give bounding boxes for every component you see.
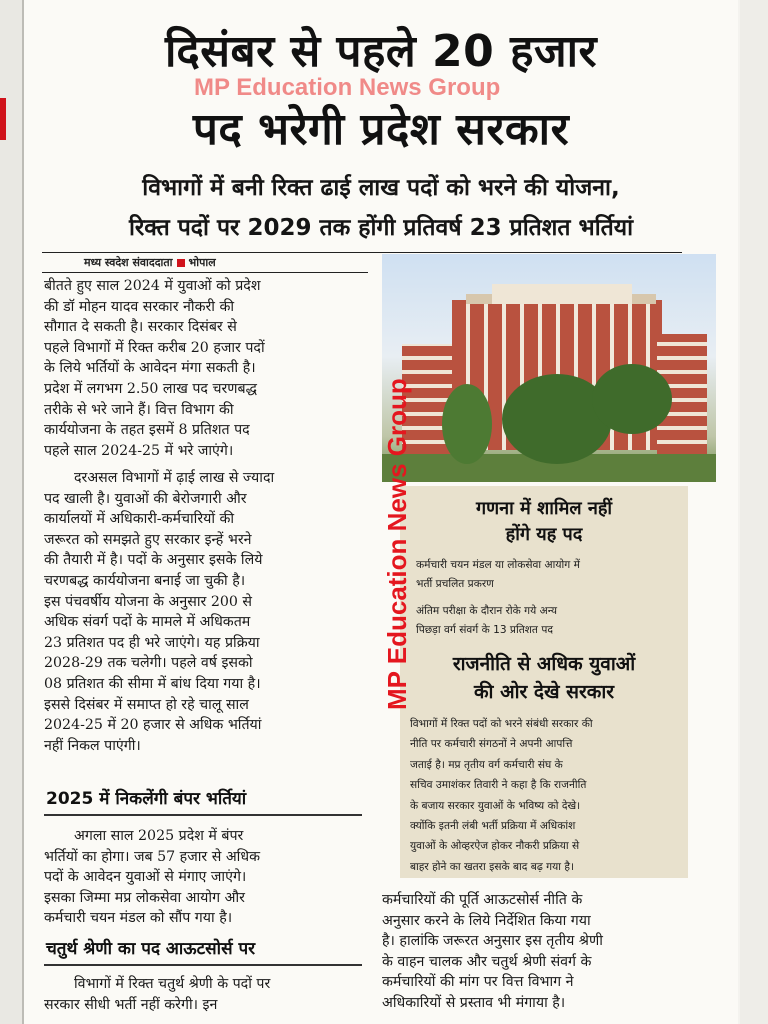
line: अगला साल 2025 प्रदेश में बंपर <box>74 828 244 844</box>
watermark-vertical: MP Education News Group <box>382 378 412 710</box>
line: 23 प्रतिशत पद ही भरे जाएंगे। यह प्रक्रिया <box>44 634 260 651</box>
box-title-2-line-1: राजनीति से अधिक युवाओं <box>452 653 636 675</box>
line: क्योंकि इतनी लंबी भर्ती प्रक्रिया में अधिकांश <box>410 820 576 833</box>
box-item-1 <box>416 556 678 594</box>
divider-rule <box>42 252 682 253</box>
line: पदों के आवेदन युवाओं से मंगाए जाएंगे। <box>44 869 247 886</box>
section-title-outsource: चतुर्थ श्रेणी का पद आऊटसोर्स पर <box>46 939 256 959</box>
line: पिछड़ा वर्ग संवर्ग के 13 प्रतिशत पद <box>416 624 553 636</box>
adjacent-page-strip <box>0 0 24 1024</box>
article-para-2 <box>44 468 362 756</box>
newspaper-page <box>24 0 738 1024</box>
line: पद खाली है। युवाओं की बेरोजगारी और <box>44 490 247 507</box>
line: सौगात दे सकती है। सरकार दिसंबर से <box>44 319 237 336</box>
line: कर्मचारियों की पूर्ति आऊटसोर्स नीति के <box>382 892 583 908</box>
line: की डॉ मोहन यादव सरकार नौकरी की <box>44 298 235 315</box>
line: विभागों में रिक्त पदों को भरने संबंधी सरकार की <box>410 718 593 730</box>
line: बीतते हुए साल 2024 में युवाओं को प्रदेश <box>44 278 261 294</box>
line: पहले साल 2024-25 में भरे जाएंगे। <box>44 442 234 459</box>
article-para-4 <box>44 974 362 1015</box>
byline <box>84 255 216 270</box>
line: की तैयारी में है। पदों के अनुसार इसके लिये <box>44 552 263 569</box>
box-title-1-line-1: गणना में शामिल नहीं <box>475 498 613 519</box>
byline-separator <box>177 259 185 267</box>
byline-reporter: मध्य स्वदेश संवाददाता <box>84 256 173 269</box>
subheadline-line-2: रिक्त पदों पर 2029 तक होंगी प्रतिवर्ष 23 प्रतिशत भर्तियां <box>128 215 634 241</box>
line: बाहर होने का खतरा इसके बाद बढ़ गया है। <box>410 860 575 873</box>
article-para-1 <box>44 276 362 461</box>
line: के वाहन चालक और चतुर्थ श्रेणी संवर्ग के <box>382 953 592 970</box>
line: भर्तियों का होगा। जब 57 हजार से अधिक <box>44 848 260 865</box>
line: सरकार सीधी भर्ती नहीं करेगी। इन <box>44 996 218 1013</box>
section-title-bumper-recruitment: 2025 में निकलेंगी बंपर भर्तियां <box>46 789 247 809</box>
section-underline <box>44 814 362 816</box>
line: सचिव उमाशंकर तिवारी ने कहा है कि राजनीति <box>410 779 587 792</box>
box-title-2-line-2: की ओर देखे सरकार <box>473 681 615 703</box>
line: अधिक संवर्ग पदों के मामले में अधिकतम <box>44 614 251 631</box>
line: तरीके से भरे जाने हैं। वित्त विभाग की <box>44 401 234 418</box>
byline-rule <box>42 272 368 273</box>
line: 2028-29 तक चलेगी। पहले वर्ष इसको <box>44 655 253 672</box>
box-body <box>410 714 682 877</box>
line: नीति पर कर्मचारी संगठनों ने अपनी आपत्ति <box>410 738 573 751</box>
headline-line-1: दिसंबर से पहले 20 हजार <box>165 26 597 77</box>
line: नहीं निकल पाएंगी। <box>44 737 141 754</box>
section-underline <box>44 964 362 966</box>
line: अनुसार करने के लिये निर्देशित किया गया <box>382 912 591 929</box>
tree <box>442 384 492 464</box>
building-top <box>492 284 632 304</box>
article-para-3 <box>44 826 362 929</box>
article-para-5 <box>382 890 698 1014</box>
line: 2024-25 में 20 हजार से अधिक भर्तियां <box>44 717 262 734</box>
line: चरणबद्ध कार्ययोजना बनाई जा चुकी है। <box>44 572 246 589</box>
subheadline-line-1: विभागों में बनी रिक्त ढाई लाख पदों को भरने की योजना, <box>142 175 620 201</box>
line: कर्मचारी चयन मंडल को सौंप गया है। <box>44 910 233 927</box>
line: इसका जिम्मा मप्र लोकसेवा आयोग और <box>44 889 245 906</box>
line: अंतिम परीक्षा के दौरान रोके गये अन्य <box>416 605 557 617</box>
line: के बजाय सरकार युवाओं के भविष्य को देखे। <box>410 799 581 812</box>
line: भर्ती प्रचलित प्रकरण <box>416 578 494 590</box>
line: प्रदेश में लगभग 2.50 लाख पद चरणबद्ध <box>44 380 257 397</box>
line: कर्मचारियों की मांग पर वित्त विभाग ने <box>382 974 574 991</box>
line: जताई है। मप्र तृतीय वर्ग कर्मचारी संघ के <box>410 758 563 771</box>
box-item-2 <box>416 602 678 640</box>
line: पहले विभागों में रिक्त करीब 20 हजार पदों <box>44 339 265 356</box>
line: विभागों में रिक्त चतुर्थ श्रेणी के पदों पर <box>74 976 271 992</box>
line: जरूरत को समझते हुए सरकार इन्हें भरने <box>44 531 252 548</box>
byline-city: भोपाल <box>188 256 216 269</box>
line: कर्मचारी चयन मंडल या लोकसेवा आयोग में <box>416 559 580 571</box>
line: इससे दिसंबर में समाप्त हो रहे चालू साल <box>44 696 249 713</box>
headline-line-2: पद भरेगी प्रदेश सरकार <box>192 104 570 155</box>
box-title-1-line-2: होंगे यह पद <box>505 524 583 545</box>
red-mark <box>0 98 6 140</box>
right-margin <box>740 0 768 1024</box>
line: कार्यालयों में अधिकारी-कर्मचारियों की <box>44 511 235 528</box>
line: युवाओं के ओव्हरऐज होकर नौकरी प्रक्रिया से <box>410 840 580 853</box>
line: इस पंचवर्षीय योजना के अनुसार 200 से <box>44 593 253 610</box>
line: अधिकारियों से प्रस्ताव भी मंगाया है। <box>382 994 566 1011</box>
line: है। हालांकि जरूरत अनुसार इस तृतीय श्रेणी <box>382 933 603 950</box>
watermark-top: MP Education News Group <box>194 74 501 101</box>
building-photo <box>382 254 716 482</box>
line: दरअसल विभागों में ढ़ाई लाख से ज्यादा <box>74 470 275 486</box>
line: 08 प्रतिशत की सीमा में बांध दिया गया है। <box>44 675 261 692</box>
tree <box>592 364 672 434</box>
line: के लिये भर्तियों के आवेदन मंगा सकती है। <box>44 360 256 377</box>
line: कार्ययोजना के तहत इसमें 8 प्रतिशत पद <box>44 422 250 439</box>
sidebar-box <box>400 486 688 878</box>
